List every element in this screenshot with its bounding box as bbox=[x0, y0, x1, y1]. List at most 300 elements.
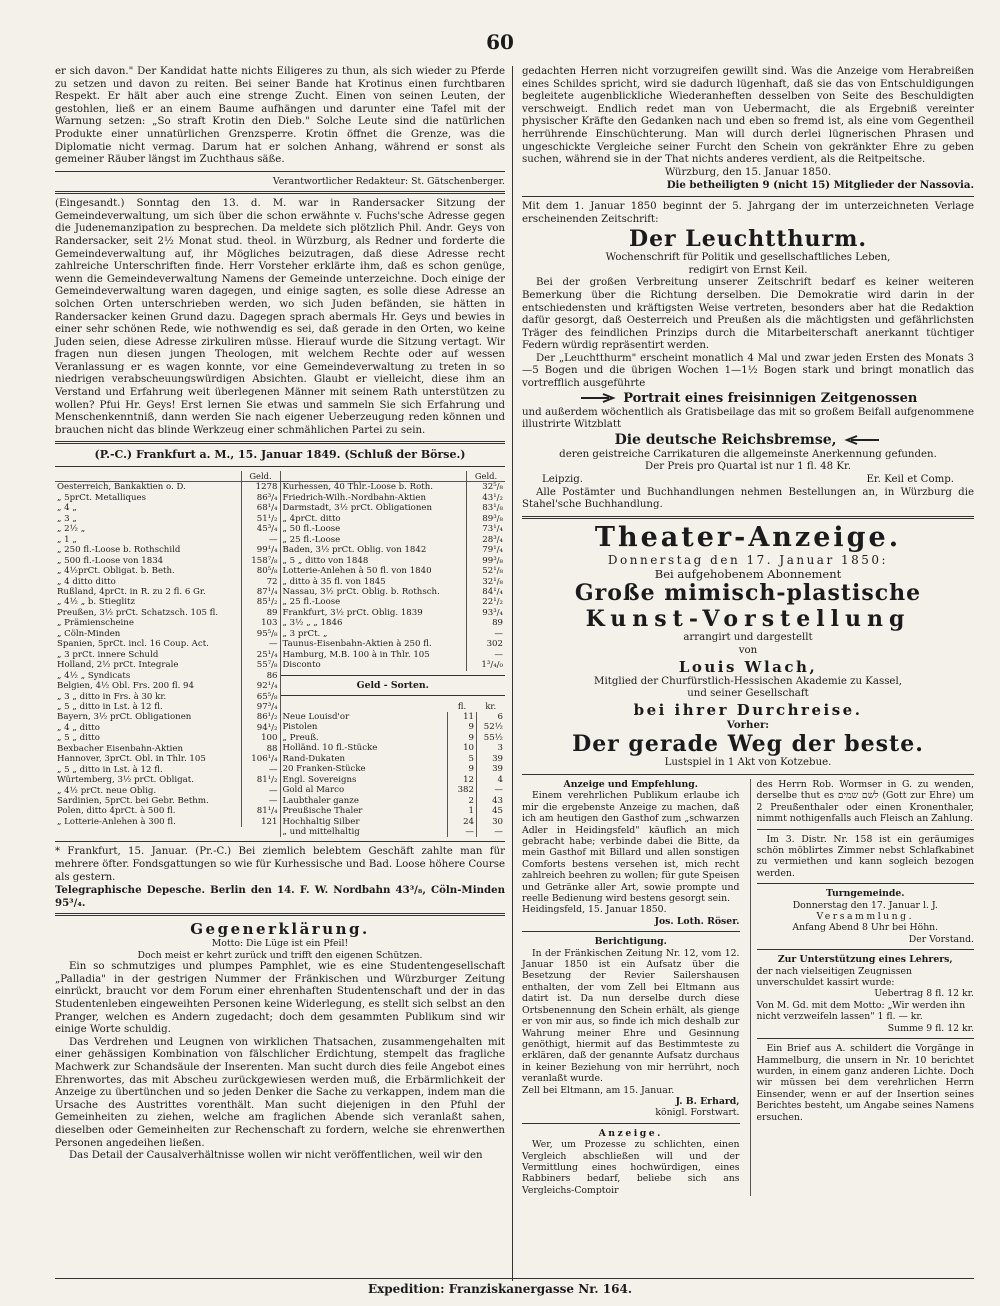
price-cell: 52½ bbox=[477, 722, 506, 732]
price-cell: 87¹/₄ bbox=[241, 587, 280, 597]
anzeige-date: Heidingsfeld, 15. Januar 1850. bbox=[522, 904, 667, 916]
editor-line: Verantwortlicher Redakteur: St. Gätschenberger. bbox=[272, 175, 505, 187]
security-name: „ 25 fl.-Loose bbox=[282, 534, 341, 545]
divider bbox=[55, 441, 505, 444]
unterstuetzung-title: Zur Unterstützung eines Lehrers, bbox=[777, 954, 953, 966]
footer-divider bbox=[55, 1278, 974, 1279]
anzeige-signature: Jos. Loth. Röser. bbox=[654, 915, 740, 927]
security-name: Oesterreich, Bankaktien o. D. bbox=[57, 482, 186, 493]
price-cell: 68¹/₄ bbox=[241, 503, 280, 513]
security-name: „ 5 „ ditto von 1848 bbox=[282, 555, 369, 566]
price-cell: 22¹/₂ bbox=[467, 597, 506, 607]
security-name: „ 4½ „ b. Stieglitz bbox=[57, 597, 136, 608]
price-cell: 9 bbox=[448, 733, 477, 743]
exchange-row bbox=[55, 566, 280, 576]
divider bbox=[757, 883, 975, 884]
price-cell: — bbox=[241, 535, 280, 545]
theater-durchreise: bei ihrer Durchreise. bbox=[633, 700, 863, 719]
eingesandt-article: (Eingesandt.) Sonntag den 13. d. M. war in Randersacker Sitzung der Gemeindeverwaltung, um sich über die schon erwähnte v. Fuchs'sche Adresse gegen die Judenemanzipation zu besprechen. Da meldete sich plötzlich Phil. Andr. Geys von Randersacker, seit 2½ Monat stud. theol. in Würzburg, als Redner und forderte die Gemeindeverwaltung auf, ihr Mögliches beizutragen, daß diese Adresse recht zahlreiche Unterschriften finde. Herr Vorsteher erklärte ihm, daß es schon genüge, wenn die Gemeindeverwaltung Namens der Gemeinde unterzeichne. Doch einige der Gemeindeverwaltung waren dagegen, und einige sagten, es solle diese Adresse an solchen Orten unterschrieben werden, wo sich Juden befänden, sie hätten in Randersacker keinen Grund dazu. Dagegen sprach abermals Hr. Geys und bewies in einer sehr schönen Rede, wie nothwendig es sei, daß gerade in den Orten, wo keine Juden seien, diese Adresse zirkuliren müsse. Hierauf wurde die Sitzung vertagt. Wir fragen nun diesen jungen Theologen, mit welchem Rechte oder auf wessen Veranlassung er es wagen konnte, vor eine Gemeindeverwaltung zu treten in so niedrigen verabscheuungswürdigen Absichten. Glaubt er vielleicht, diese ihm an Verstand und Erfahrung weit überlegenen Männer mit seinem Rath unterstützen zu wollen? Pfui Hr. Geys! Erst lernen Sie etwas und sammeln Sie sich Erfahrung und Menschenkenntniß, dann werden Sie nach eigener Ueberzeugung reden können und brauchen nicht das blinde Werkzeug einer schmählichen Partei zu sein. bbox=[55, 198, 505, 436]
security-name: Disconto bbox=[282, 660, 321, 671]
security-name: „ 5 „ ditto bbox=[57, 733, 100, 744]
security-name: „ Cöln-Minden bbox=[57, 628, 121, 639]
price-cell: 43 bbox=[477, 796, 506, 806]
security-name: „ Lotterie-Anlehen à 300 fl. bbox=[57, 816, 176, 827]
price-cell: 9 bbox=[448, 722, 477, 732]
leuchtthurm-text: Bei der großen Verbreitung unserer Zeitschrift bedarf es keiner weiteren Bemerkung über die Richtung derselben. Die Demokratie wird darin in der entschiedensten und kräftigsten Weise vertreten, besonders aber hat die Redaktion dafür gesorgt, daß Oesterreich und Preußen als die mächtigsten und gefährlichsten Träger des feindlichen Prinzips durch die Mitarbeiterschaft anerkannt tüchtiger Federn würdig repräsentirt werden. bbox=[522, 277, 974, 352]
leuchtthurm-intro: Mit dem 1. Januar 1850 beginnt der 5. Jahrgang der im unterzeichneten Verlage erscheinenden Zeitschrift: bbox=[522, 200, 974, 225]
price-cell: 85¹/₂ bbox=[241, 597, 280, 607]
security-name: „ 5prCt. Metalliques bbox=[57, 492, 146, 503]
security-name: „ 3 „ bbox=[57, 513, 77, 524]
price-cell: — bbox=[241, 796, 280, 806]
security-name: Preußische Thaler bbox=[282, 806, 363, 817]
pointing-hand-icon bbox=[841, 435, 881, 445]
zimmer-text: Im 3. Distr. Nr. 158 ist ein geräumiges schön möblirtes Zimmer nebst Schlafkabinet zu vermiethen und kann sogleich bezogen werden. bbox=[756, 833, 974, 879]
leuchtthurm-text: Der „Leuchtthurm" erscheint monatlich 4 Mal und zwar jeden Ersten des Monats 3—5 Bogen und die übrigen Wochen 1—1½ Bogen stark und bringt monatlich das vortrefflich ausgeführte bbox=[522, 352, 974, 390]
leuchtthurm-portrait bbox=[522, 391, 974, 407]
security-name: Gold al Marco bbox=[282, 785, 345, 796]
exchange-row bbox=[55, 660, 280, 670]
security-name: Würtemberg, 3½ prCt. Obligat. bbox=[57, 775, 194, 786]
price-cell: 32¹/₈ bbox=[467, 577, 506, 587]
security-name: 20 Franken-Stücke bbox=[282, 764, 366, 775]
security-name: Nassau, 3½ prCt. Oblig. b. Rothsch. bbox=[282, 586, 440, 597]
exchange-row bbox=[281, 566, 506, 576]
price-cell: 106¹/₄ bbox=[241, 754, 280, 764]
price-cell: 9 bbox=[448, 764, 477, 774]
security-name: Taunus-Eisenbahn-Aktien à 250 fl. bbox=[282, 639, 432, 650]
exchange-row bbox=[55, 597, 280, 607]
boerse-title: (P.-C.) Frankfurt a. M., 15. Januar 1849. (Schluß der Börse.) bbox=[94, 448, 466, 462]
divider bbox=[55, 841, 505, 842]
price-cell: 158⁷/₈ bbox=[241, 556, 280, 566]
frankfurt-note: * Frankfurt, 15. Januar. (Pr.-C.) Bei ziemlich belebtem Geschäft zahlte man für mehrere öfter. Fondsgattungen so wie für Kurhessische und Bad. Loose höhere Course als gestern. bbox=[55, 846, 505, 883]
divider bbox=[757, 1038, 975, 1039]
price-cell: 24 bbox=[448, 817, 477, 827]
exchange-row bbox=[281, 524, 506, 534]
price-cell: 382 bbox=[448, 785, 477, 795]
leuchtthurm-price: Der Preis pro Quartal ist nur 1 fl. 48 Kr. bbox=[645, 461, 851, 473]
security-name: „ 4½ „ Syndicats bbox=[57, 670, 131, 681]
price-cell: 81¹/₂ bbox=[241, 775, 280, 785]
exchange-row bbox=[281, 597, 506, 607]
price-cell: 55⁷/₈ bbox=[241, 660, 280, 670]
security-name: „ 4 „ ditto bbox=[57, 722, 100, 733]
intro-article: er sich davon." Der Kandidat hatte nichts Eiligeres zu thun, als sich wieder zu Pferde zu setzen und davon zu reiten. Bei seiner Bande hat Krotinus einen furchtbaren Respekt. Er hält aber auch eine strenge Zucht. Einen von seinen Leuten, der gestohlen, ließ er an einem Baume aufhängen und darunter eine Tafel mit der Warnung setzen: „So straft Krotin den Dieb." Solche Leute sind die natürlichen Produkte einer unnatürlichen Grenzsperre. Krotin öffnet die Grenze, was die Diplomatie nicht vermag. Darum hat er solchen Anhang, während er sonst als gemeiner Räuber längst im Zuchthaus säße. bbox=[55, 66, 505, 166]
brief-text: Ein Brief aus A. schildert die Vorgänge in Hammelburg, die unsern in Nr. 10 berichtet wurden, in einem ganz anderen Lichte. Doch wir müssen bei dem verehrlichen Herrn Einsender, wenn er auf der Insertion seines Berichtes besteht, um Angabe seines Namens ersuchen. bbox=[756, 1043, 974, 1123]
security-name: „ 2½ „ bbox=[57, 524, 86, 535]
exchange-row bbox=[55, 577, 280, 587]
security-name: „ 4½prCt. Obligat. b. Beth. bbox=[57, 566, 175, 577]
unterstuetzung-row: Von M. Gd. mit dem Motto: „Wir werden ihn nicht verzweifeln lassen" 1 fl. — kr. bbox=[756, 999, 966, 1023]
theater-von: von bbox=[738, 645, 758, 656]
berichtigung-title: Berichtigung. bbox=[594, 936, 667, 948]
money-row bbox=[281, 754, 506, 764]
exchange-row bbox=[55, 639, 280, 649]
security-name: Spanien, 5prCt. incl. 16 Coup. Act. bbox=[57, 639, 209, 650]
security-name: „ 4prCt. ditto bbox=[282, 513, 341, 524]
column-divider bbox=[512, 66, 513, 1281]
exchange-col-header: Geld. bbox=[467, 471, 506, 482]
security-name: „ 3 prCt. „ bbox=[282, 628, 328, 639]
exchange-row bbox=[55, 650, 280, 660]
security-name: „ 3 prCt. innere Schuld bbox=[57, 649, 159, 660]
continued-text: gedachten Herren nicht vorzugreifen gewillt sind. Was die Anzeige vom Herabreißen eines Schildes spricht, wird sie dadurch lügenhaft, daß sie das von Entschuldigungen begleitete augenblickliche Wiederanheften desselben von Seite des Beschuldigten verschweigt. Endlich redet man von Uebermacht, die als Ergebniß vereinter physischer Kräfte den Gedanken nach und eben so fremd ist, als eine vom Gegentheil herrührende Einschüchterung. Man will durch derlei lügnerischen Phrasen und ungeschickte Vergleiche seiner Furcht den Schein von gekränkter Ehre zu geben suchen, während sie in der That nichts anderes verdient, als die Reitpeitsche. bbox=[522, 66, 974, 166]
price-cell: 97³/₄ bbox=[241, 702, 280, 712]
exchange-row bbox=[281, 514, 506, 524]
price-cell: 83¹/₈ bbox=[467, 503, 506, 513]
price-cell: 1278 bbox=[241, 482, 280, 493]
berichtigung-date: Zell bei Eltmann, am 15. Januar. bbox=[522, 1084, 675, 1096]
price-cell: — bbox=[477, 827, 506, 837]
berichtigung-text: In der Fränkischen Zeitung Nr. 12, vom 12. Januar 1850 ist ein Aufsatz über die Besetzung der Revier Sailershausen enthalten, der vom Zell bei Eltmann aus datirt ist. Da nun derselbe durch diese Ortsbenennung den Schein erhält, als gienge er von mir aus, so finde ich mich deshalb zur Wahrung meiner Ehre und Gesinnung genöthigt, hiermit auf das Bestimmteste zu erklären, daß der genannte Aufsatz durchaus in keiner Beziehung von mir herrührt, noch veranlaßt wurde. bbox=[522, 947, 740, 1085]
money-row bbox=[281, 775, 506, 785]
leuchtthurm-text: deren geistreiche Carrikaturen die allgemeinste Anerkennung gefunden. bbox=[559, 448, 937, 460]
unterstuetzung-row: Uebertrag 8 fl. 12 kr. bbox=[874, 988, 974, 1000]
exchange-row bbox=[55, 786, 280, 796]
price-cell: 2 bbox=[448, 796, 477, 806]
price-cell: 86¹/₂ bbox=[241, 712, 280, 722]
price-cell: 86³/₄ bbox=[241, 493, 280, 503]
exchange-row bbox=[281, 577, 506, 587]
money-row bbox=[281, 764, 506, 774]
security-name: „ Prämienscheine bbox=[57, 618, 134, 629]
wormser-text: des Herrn Rob. Wormser in G. zu wenden, derselbe thut es לשם שמים (Gott zur Ehre) um 2 Preußenthaler oder einen Kronenthaler, nimmt nothigenfalls auch Fleisch an Zahlung. bbox=[756, 778, 974, 825]
price-cell: 121 bbox=[241, 817, 280, 827]
price-cell: — bbox=[448, 827, 477, 837]
security-name: „ Preuß. bbox=[282, 732, 319, 743]
security-name: Kurhessen, 40 Thlr.-Loose b. Roth. bbox=[282, 482, 433, 493]
exchange-row bbox=[55, 556, 280, 566]
money-row bbox=[281, 785, 506, 795]
leuchtthurm-title: Der Leuchtthurm. bbox=[628, 226, 868, 253]
exchange-row bbox=[281, 545, 506, 555]
price-cell: 89³/₈ bbox=[467, 514, 506, 524]
price-cell: 94¹/₂ bbox=[241, 723, 280, 733]
price-cell: 28³/₄ bbox=[467, 535, 506, 545]
leuchtthurm-subtitle: Wochenschrift für Politik und gesellschaftliches Leben, bbox=[605, 252, 891, 264]
exchange-row bbox=[55, 482, 280, 493]
turngemeinde-signature: Der Vorstand. bbox=[908, 933, 974, 945]
leuchtthurm-text: und außerdem wöchentlich als Gratisbeilage das mit so großem Beifall aufgenommene illustrirte Witzblatt bbox=[522, 406, 974, 431]
security-name: „ 4 „ bbox=[57, 503, 77, 514]
gegenerklaerung-text: Ein so schmutziges und plumpes Pamphlet, wie es eine Studentengesellschaft „Palladia" in der gestrigen Nummer der Fränkischen und Würzburger Zeitung einrückt, braucht vor dem Forum einer ehrenhaften Studentenschaft und der in das Studentenleben eingeweihten Personen keine Widerlegung, es stellt sich selbst an den Pranger, welchen es Andern zugedacht; doch dem gesammten Publikum sind wir einige Worte schuldig. bbox=[55, 961, 505, 1036]
page-number: 60 bbox=[486, 30, 514, 54]
money-row bbox=[281, 743, 506, 753]
price-cell: 30 bbox=[477, 817, 506, 827]
small-ads-right bbox=[750, 779, 975, 1196]
security-name: Rußland, 4prCt. in R. zu 2 fl. 6 Gr. bbox=[57, 586, 206, 597]
exchange-col-header bbox=[55, 471, 241, 482]
exchange-col-header bbox=[281, 471, 467, 482]
exchange-row bbox=[281, 618, 506, 628]
security-name: Rand-Dukaten bbox=[282, 753, 346, 764]
exchange-row bbox=[55, 514, 280, 524]
exchange-row bbox=[55, 608, 280, 618]
security-name: „ 5 „ ditto in Lst. à 12 fl. bbox=[57, 701, 163, 712]
security-name: „ 250 fl.-Loose b. Rothschild bbox=[57, 545, 181, 556]
price-cell: 88 bbox=[241, 744, 280, 754]
price-cell: 99³/₈ bbox=[467, 556, 506, 566]
money-row bbox=[281, 827, 506, 837]
leuchtthurm-portrait-label: Portrait eines freisinnigen Zeitgenossen bbox=[623, 390, 918, 406]
price-cell: 93³/₄ bbox=[467, 608, 506, 618]
price-cell: 84¹/₄ bbox=[467, 587, 506, 597]
security-name: Bayern, 3½ prCt. Obligationen bbox=[57, 712, 192, 723]
security-name: „ 50 fl.-Loose bbox=[282, 524, 341, 535]
price-cell: — bbox=[467, 629, 506, 639]
price-cell: 99¹/₄ bbox=[241, 545, 280, 555]
security-name: Neue Louisd'or bbox=[282, 712, 350, 722]
price-cell: 39 bbox=[477, 754, 506, 764]
leuchtthurm-place: Leipzig. bbox=[542, 474, 583, 486]
security-name: Friedrich-Wilh.-Nordbahn-Aktien bbox=[282, 492, 427, 503]
money-row bbox=[281, 806, 506, 816]
theater-abo: Bei aufgehobenem Abonnement bbox=[654, 566, 842, 581]
security-name: „ 500 fl.-Loose von 1834 bbox=[57, 555, 164, 566]
money-row bbox=[281, 722, 506, 732]
money-col-header: kr. bbox=[485, 701, 497, 711]
security-name: Holländ. 10 fl.-Stücke bbox=[282, 743, 378, 754]
left-column bbox=[55, 66, 505, 1163]
exchange-row bbox=[55, 618, 280, 628]
exchange-row bbox=[281, 629, 506, 639]
security-name: Engl. Sovereigns bbox=[282, 774, 357, 785]
security-name: „ 4 ditto ditto bbox=[57, 576, 116, 587]
theater-vorher: Vorher: bbox=[726, 718, 770, 731]
price-cell: 43¹/₂ bbox=[467, 493, 506, 503]
geld-sorten-title: Geld - Sorten. bbox=[356, 679, 429, 691]
price-cell: 3 bbox=[477, 743, 506, 753]
price-cell: — bbox=[241, 786, 280, 796]
price-cell: 1 bbox=[448, 806, 477, 816]
exchange-row bbox=[55, 503, 280, 513]
price-cell: 55½ bbox=[477, 733, 506, 743]
security-name: Darmstadt, 3½ prCt. Obligationen bbox=[282, 503, 433, 514]
exchange-row bbox=[55, 765, 280, 775]
security-name: Laubthaler ganze bbox=[282, 795, 359, 806]
exchange-row bbox=[55, 806, 280, 816]
price-cell: 45 bbox=[477, 806, 506, 816]
security-name: Pistolen bbox=[282, 722, 318, 733]
divider bbox=[522, 516, 974, 519]
unterstuetzung-text: der nach vielseitigen Zeugnissen unverschuldet kassirt wurde: bbox=[756, 965, 912, 989]
security-name: Holland, 2½ prCt. Integrale bbox=[57, 660, 179, 671]
exchange-row bbox=[55, 629, 280, 639]
exchange-row bbox=[55, 681, 280, 691]
turngemeinde-time: Anfang Abend 8 Uhr bei Höhn. bbox=[792, 922, 939, 934]
divider bbox=[55, 171, 505, 172]
security-name: Bexbacher Eisenbahn-Aktien bbox=[57, 743, 184, 754]
exchange-table bbox=[55, 471, 505, 837]
price-cell: 80⁵/₈ bbox=[241, 566, 280, 576]
exchange-row bbox=[55, 775, 280, 785]
price-cell: 5 bbox=[448, 754, 477, 764]
price-cell: — bbox=[241, 639, 280, 649]
divider bbox=[55, 913, 505, 916]
security-name: Frankfurt, 3½ prCt. Oblig. 1839 bbox=[282, 607, 423, 618]
security-name: „ ditto à 35 fl. von 1845 bbox=[282, 576, 386, 587]
divider bbox=[757, 829, 975, 830]
money-row bbox=[281, 796, 506, 806]
price-cell: 6 bbox=[477, 712, 506, 722]
security-name: „ 3½ „ „ 1846 bbox=[282, 618, 343, 629]
security-name: Hannover, 3prCt. Obl. in Thlr. 105 bbox=[57, 754, 206, 765]
price-cell: 103 bbox=[241, 618, 280, 628]
divider bbox=[522, 1123, 740, 1124]
theater-play-subtitle: Lustspiel in 1 Akt von Kotzebue. bbox=[664, 757, 832, 769]
gegenerklaerung-text: Das Verdrehen und Leugnen von wirklichen Thatsachen, zusammengehalten mit einer gehässigen Kombination von fälschlicher Erdichtung, stempelt das fragliche Machwerk zur Schandsäule der Inserenten. Man sucht durch dies feile Angebot eines Ehrenwortes, das mit Abscheu zurückgewiesen werden muß, die Erbärmlichkeit der Anzeige zu übertünchen und so jeden Denker die Sache zu verkappen, indem man die Ursache des Austrittes vorenthält. Man sucht diejenigen in den Pfuhl der Gemeinheiten zu ziehen, welche am fraglichen Abende sich veranlaßt sahen, dieselben oder Gemeinheiten zur Rechenschaft zu fordern, welche sie ehrenwerthen Personen angedeihen ließen. bbox=[55, 1036, 505, 1149]
theater-society: und seiner Gesellschaft bbox=[687, 688, 809, 700]
exchange-row bbox=[281, 535, 506, 545]
small-ads bbox=[522, 779, 974, 1196]
price-cell: 11 bbox=[448, 712, 477, 722]
leuchtthurm-publisher: Er. Keil et Comp. bbox=[866, 474, 954, 486]
price-cell: 25¹/₄ bbox=[241, 650, 280, 660]
price-cell: — bbox=[477, 785, 506, 795]
exchange-row bbox=[55, 744, 280, 754]
theater-main-1: Große mimisch-plastische bbox=[574, 580, 922, 607]
theater-member: Mitglied der Churfürstlich-Hessischen Akademie zu Kassel, bbox=[594, 675, 902, 687]
exchange-row bbox=[55, 493, 280, 503]
motto-line: Doch meist er kehrt zurück und trifft den eigenen Schützen. bbox=[137, 949, 423, 961]
exchange-row bbox=[55, 817, 280, 827]
exchange-row bbox=[55, 754, 280, 764]
telegraph-note: Telegraphische Depesche. Berlin den 14. F. W. Nordbahn 43³/₈, Cöln-Minden 95³/₄. bbox=[55, 884, 505, 909]
exchange-table-right bbox=[280, 471, 506, 837]
exchange-row bbox=[55, 545, 280, 555]
exchange-row bbox=[55, 692, 280, 702]
turngemeinde-event: Versammlung. bbox=[816, 911, 915, 923]
exchange-row bbox=[55, 733, 280, 743]
price-cell: 1³/₄/₀ bbox=[467, 660, 506, 670]
price-cell: 45³/₄ bbox=[241, 524, 280, 534]
divider bbox=[522, 196, 974, 197]
theater-date: Donnerstag den 17. Januar 1850: bbox=[607, 552, 889, 567]
divider bbox=[281, 695, 506, 696]
theater-arranged: arrangirt und dargestellt bbox=[683, 632, 813, 644]
security-name: Polen, ditto 4prCt. à 500 fl. bbox=[57, 806, 176, 817]
security-name: Belgien, 4½ Obl. Frs. 200 fl. 94 bbox=[57, 681, 194, 692]
anzeige2-text: Wer, um Prozesse zu schlichten, einen Vergleich abschließen will und der Vermittlung eines hochwürdigen, eines Rabbiners bedarf, beliebe sich ans Vergleichs-Comptoir bbox=[522, 1139, 740, 1196]
price-cell: 86 bbox=[241, 671, 280, 681]
exchange-row bbox=[281, 608, 506, 618]
leuchtthurm-text: Alle Postämter und Buchhandlungen nehmen Bestellungen an, in Würzburg die Stahel'sche Buchhandlung. bbox=[522, 486, 974, 511]
security-name: „ 3 „ ditto in Frs. à 30 kr. bbox=[57, 691, 167, 702]
security-name: „ 5 „ ditto in Lst. à 12 fl. bbox=[57, 764, 163, 775]
exchange-row bbox=[281, 493, 506, 503]
exchange-row bbox=[55, 712, 280, 722]
price-cell: — bbox=[467, 650, 506, 660]
unterstuetzung-sum: Summe 9 fl. 12 kr. bbox=[887, 1022, 974, 1034]
price-cell: 65⁵/₈ bbox=[241, 692, 280, 702]
exchange-row bbox=[281, 556, 506, 566]
price-cell: 81¹/₄ bbox=[241, 806, 280, 816]
leuchtthurm-bremse bbox=[522, 432, 974, 449]
gegenerklaerung-text: Das Detail der Causalverhältnisse wollen wir nicht veröffentlichen, weil wir den bbox=[69, 1150, 483, 1162]
security-name: „ 25 fl.-Loose bbox=[282, 597, 341, 608]
money-row bbox=[281, 733, 506, 743]
exchange-row bbox=[55, 587, 280, 597]
footer-expedition: Expedition: Franziskanergasse Nr. 164. bbox=[367, 1282, 632, 1296]
gegenerklaerung-title: Gegenerklärung. bbox=[190, 920, 370, 939]
exchange-row bbox=[55, 535, 280, 545]
security-name: Hochhaltig Silber bbox=[282, 816, 360, 827]
price-cell: 52¹/₈ bbox=[467, 566, 506, 576]
price-cell: 89 bbox=[241, 608, 280, 618]
price-cell: 72 bbox=[241, 577, 280, 587]
exchange-col-header: Geld. bbox=[241, 471, 280, 482]
security-name: Lotterie-Anlehen à 50 fl. von 1840 bbox=[282, 566, 432, 577]
anzeige-text: Einem verehrlichen Publikum erlaube ich mir die ergebenste Anzeige zu machen, daß ich am heutigen den Gasthof zum „schwarzen Adler in Heidingsfeld" käuflich an mich gebracht habe; verbinde dabei die Bitte, da mein Gasthof mit Billard und allen sonstigen Comforts bestens versehen ist, mich recht zahlreich beehren zu wollen; für gute Speisen und Getränke aller Art, sowie prompte und reelle Bedienung wird bestens gesorgt sein. bbox=[522, 790, 740, 905]
security-name: „ und mittelhaltig bbox=[282, 826, 360, 837]
price-cell: 79¹/₄ bbox=[467, 545, 506, 555]
price-cell: 100 bbox=[241, 733, 280, 743]
pointing-hand-icon bbox=[579, 393, 619, 403]
security-name: Baden, 3½ prCt. Oblig. von 1842 bbox=[282, 545, 427, 556]
right-column bbox=[522, 66, 974, 1196]
security-name: „ 4½ prCt. neue Oblig. bbox=[57, 785, 157, 796]
security-name: Sardinien, 5prCt. bei Gebr. Bethm. bbox=[57, 796, 209, 807]
price-cell: 302 bbox=[467, 639, 506, 649]
exchange-row bbox=[55, 524, 280, 534]
motto-line: Motto: Die Lüge ist ein Pfeil! bbox=[211, 938, 349, 950]
divider bbox=[55, 466, 505, 467]
divider bbox=[522, 931, 740, 932]
theater-title: Theater-Anzeige. bbox=[594, 521, 902, 553]
money-row bbox=[281, 712, 506, 722]
berichtigung-signature: J. B. Erhard, bbox=[675, 1095, 740, 1107]
theater-name: Louis Wlach, bbox=[678, 657, 818, 676]
price-cell: 92¹/₄ bbox=[241, 681, 280, 691]
divider bbox=[757, 949, 975, 950]
theater-main-2: Kunst-Vorstellung bbox=[585, 606, 911, 633]
price-cell: 4 bbox=[477, 775, 506, 785]
exchange-row bbox=[55, 723, 280, 733]
security-name: Hamburg, M.B. 100 à in Thlr. 105 bbox=[282, 649, 430, 660]
exchange-row bbox=[281, 587, 506, 597]
divider bbox=[522, 774, 974, 775]
berichtigung-role: königl. Forstwart. bbox=[655, 1107, 740, 1119]
money-col-header: fl. bbox=[457, 701, 467, 711]
exchange-table-left bbox=[55, 471, 280, 837]
price-cell: — bbox=[241, 765, 280, 775]
divider bbox=[55, 191, 505, 194]
price-cell: 32⁵/₈ bbox=[467, 482, 506, 493]
price-cell: 10 bbox=[448, 743, 477, 753]
price-cell: 12 bbox=[448, 775, 477, 785]
exchange-row bbox=[281, 482, 506, 493]
divider bbox=[281, 675, 506, 676]
small-ads-left bbox=[522, 779, 740, 1196]
exchange-row bbox=[55, 671, 280, 681]
continued-signature: Die betheiligten 9 (nicht 15) Mitglieder der Nassovia. bbox=[666, 179, 974, 192]
exchange-row bbox=[281, 639, 506, 649]
exchange-row bbox=[281, 650, 506, 660]
theater-play: Der gerade Weg der beste. bbox=[572, 731, 924, 758]
leuchtthurm-bremse-label: Die deutsche Reichsbremse, bbox=[614, 431, 837, 448]
turngemeinde-date: Donnerstag den 17. Januar l. J. bbox=[792, 899, 938, 911]
leuchtthurm-editor: redigirt von Ernst Keil. bbox=[688, 264, 808, 276]
exchange-row bbox=[281, 503, 506, 513]
exchange-row bbox=[55, 702, 280, 712]
money-col-header bbox=[281, 700, 448, 712]
anzeige-title: Anzeige und Empfehlung. bbox=[563, 778, 698, 790]
security-name: „ 1 „ bbox=[57, 534, 77, 545]
price-cell: 51¹/₂ bbox=[241, 514, 280, 524]
price-cell: 89 bbox=[467, 618, 506, 628]
exchange-row bbox=[281, 660, 506, 670]
